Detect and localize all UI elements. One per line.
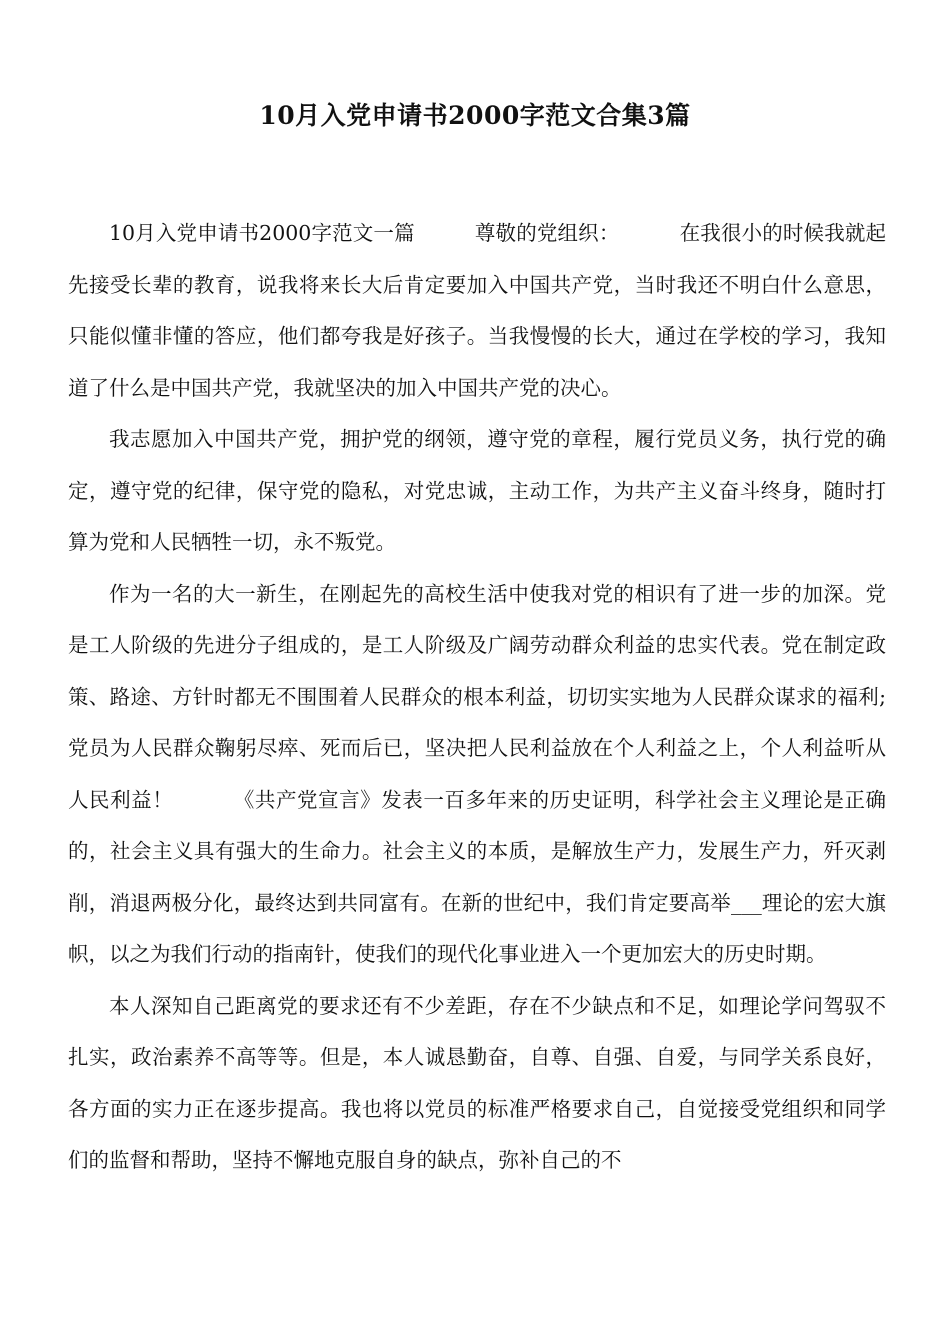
- paragraph-3: [68, 569, 886, 981]
- document-title: 10月入党申请书2000字范文合集3篇: [259, 101, 691, 130]
- paragraph-text: 《共产党宣言》发表一百多年来的历史证明，科学社会主义理论是正确的，社会主义具有强大的生命力。社会主义的本质，是解放生产力，发展生产力，歼灭剥削，消退两极分化，最终达到共同富有。在新的世纪中，我们肯定要高举___理论的宏大旗帜，以之为我们行动的指南针，使我们的现代化事业进入一个更加宏大的历史时期。: [68, 787, 887, 966]
- paragraph-text: 本人深知自己距离党的要求还有不少差距，存在不少缺点和不足，如理论学问驾驭不扎实，政治素养不高等等。但是，本人诚恳勤奋，自尊、自强、自爱，与同学关系良好，各方面的实力正在逐步提高。我也将以党员的标准严格要求自己，自觉接受党组织和同学们的监督和帮助，坚持不懈地克服自身的缺点，弥补自己的不: [68, 993, 886, 1172]
- paragraph-text: 我志愿加入中国共产党，拥护党的纲领，遵守党的章程，履行党员义务，执行党的确定，遵守党的纪律，保守党的隐私，对党忠诚，主动工作，为共产主义奋斗终身，随时打算为党和人民牺牲一切，永不叛党。: [68, 427, 886, 554]
- paragraph-4: [68, 981, 886, 1187]
- salutation: 尊敬的党组织：: [474, 221, 620, 245]
- paragraph-1: [68, 208, 886, 414]
- paragraph-text: 在我很小的时候我就起先接受长辈的教育，说我将来长大后肯定要加入中国共产党，当时我还不明白什么意思，只能似懂非懂的答应，他们都夸我是好孩子。当我慢慢的长大，通过在学校的学习，我知道了什么是中国共产党，我就坚决的加入中国共产党的决心。: [68, 221, 887, 400]
- paragraph-2: [68, 414, 886, 569]
- document-body: [68, 208, 886, 1187]
- section-heading: 10月入党申请书2000字范文一篇: [109, 221, 415, 245]
- paragraph-text: 作为一名的大一新生，在刚起先的高校生活中使我对党的相识有了进一步的加深。党是工人阶级的先进分子组成的，是工人阶级及广阔劳动群众利益的忠实代表。党在制定政策、路途、方针时都无不围围着人民群众的根本利益，切切实实地为人民群众谋求的福利;党员为人民群众鞠躬尽瘁、死而后已，坚决把人民利益放在个人利益之上，个人利益听从人民利益！: [68, 581, 886, 812]
